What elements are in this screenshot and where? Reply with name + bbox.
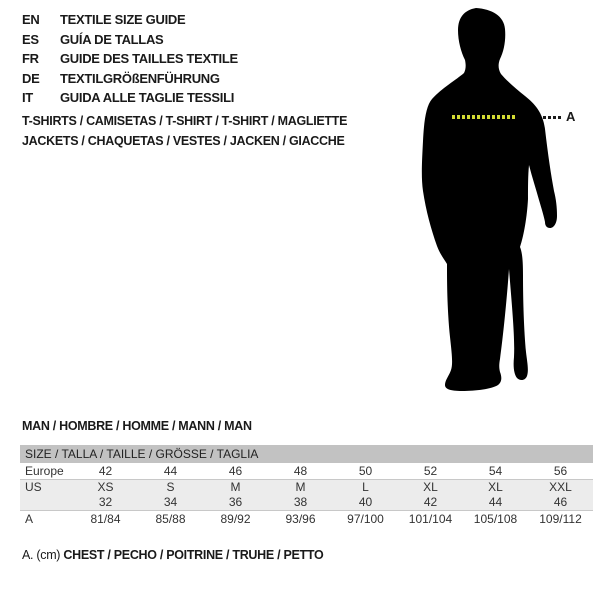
cell: XL — [423, 480, 438, 494]
cell: 46 — [228, 464, 243, 478]
category-jackets: JACKETS / CHAQUETAS / VESTES / JACKEN / GIACCHE — [22, 134, 345, 148]
table-row-us — [20, 480, 593, 495]
cell: 42 — [98, 464, 113, 478]
cell: 56 — [553, 464, 568, 478]
cell: 36 — [228, 495, 243, 509]
lang-label: TEXTILGRÖßENFÜHRUNG — [60, 70, 220, 86]
cell: 89/92 — [220, 512, 251, 526]
table-row-europe — [20, 463, 593, 480]
cell: 85/88 — [155, 512, 186, 526]
cell: M — [295, 480, 306, 494]
chest-measure-dash-line — [452, 115, 516, 119]
cell: 97/100 — [347, 512, 384, 526]
chest-measure-leader-line — [543, 116, 562, 119]
size-table — [20, 445, 593, 528]
lang-code: DE — [22, 70, 40, 86]
lang-label: GUIDE DES TAILLES TEXTILE — [60, 51, 238, 66]
table-row-us-numeric — [20, 495, 593, 511]
cell: 109/112 — [539, 512, 582, 526]
cell: 40 — [358, 495, 373, 509]
cell: 34 — [163, 495, 178, 509]
lang-label: GUIDA ALLE TAGLIE TESSILI — [60, 90, 235, 105]
category-tshirts: T-SHIRTS / CAMISETAS / T-SHIRT / T-SHIRT / MAGLIETTE — [22, 114, 348, 128]
lang-row-es — [22, 30, 238, 50]
lang-row-en — [22, 10, 238, 30]
note-text: CHEST / PECHO / POITRINE / TRUHE / PETTO — [63, 548, 324, 562]
note-prefix: A. (cm) — [22, 548, 61, 562]
cell: 46 — [553, 495, 568, 509]
row-label: US — [25, 480, 42, 494]
section-title-man: MAN / HOMBRE / HOMME / MANN / MAN — [22, 419, 252, 433]
lang-code: IT — [22, 90, 33, 105]
lang-label: TEXTILE SIZE GUIDE — [60, 12, 186, 27]
cell: 44 — [488, 495, 503, 509]
cell: 81/84 — [90, 512, 121, 526]
cell: 101/104 — [408, 512, 453, 526]
lang-code: ES — [22, 31, 39, 47]
cell: 44 — [163, 464, 178, 478]
table-row-chest — [20, 511, 593, 528]
row-label: A — [25, 512, 34, 526]
cell: XL — [488, 480, 503, 494]
cell: 105/108 — [473, 512, 518, 526]
lang-code: EN — [22, 12, 40, 27]
row-label: Europe — [25, 464, 64, 478]
cell: 54 — [488, 464, 503, 478]
language-list — [22, 10, 238, 108]
cell: 93/96 — [285, 512, 316, 526]
cell: 38 — [293, 495, 308, 509]
cell: 42 — [423, 495, 438, 509]
measurement-note — [22, 548, 323, 562]
size-table-header: SIZE / TALLA / TAILLE / GRÖSSE / TAGLIA — [20, 445, 593, 463]
cell: 52 — [423, 464, 438, 478]
lang-row-fr — [22, 49, 238, 69]
man-silhouette — [418, 7, 566, 393]
cell: 50 — [358, 464, 373, 478]
cell: M — [230, 480, 241, 494]
garment-categories — [22, 111, 347, 151]
cell: S — [166, 480, 175, 494]
lang-code: FR — [22, 51, 39, 66]
cell: XS — [97, 480, 114, 494]
chest-measure-label: A — [566, 109, 576, 124]
lang-row-de — [22, 69, 238, 89]
cell: XXL — [549, 480, 572, 494]
cell: L — [362, 480, 369, 494]
cell: 48 — [293, 464, 308, 478]
lang-row-it — [22, 88, 238, 108]
man-silhouette-figure — [418, 7, 583, 393]
cell: 32 — [98, 495, 113, 509]
lang-label: GUÍA DE TALLAS — [60, 31, 164, 47]
